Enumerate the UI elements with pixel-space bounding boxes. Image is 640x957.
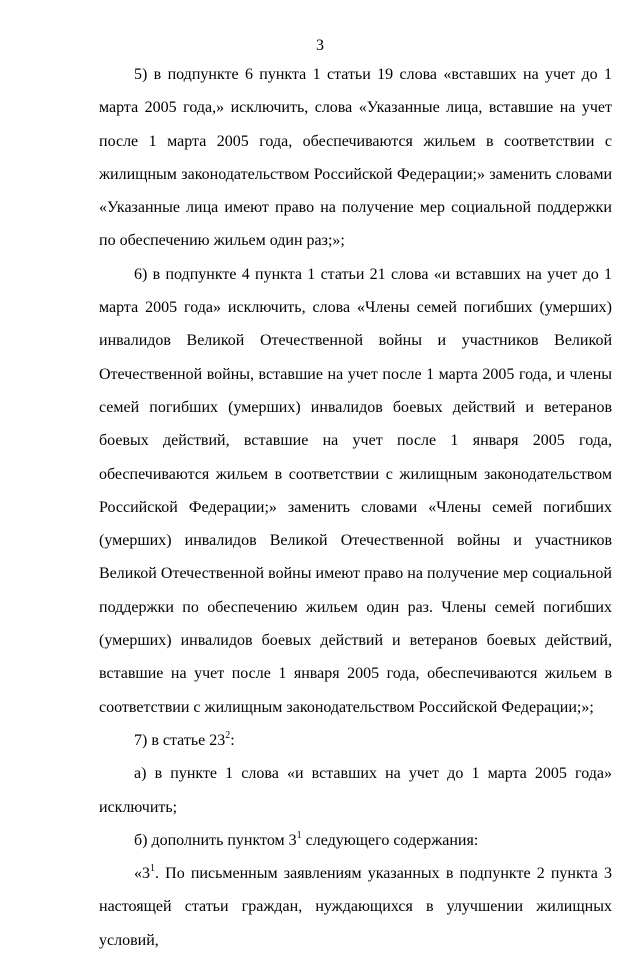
- subparagraph-a: а) в пункте 1 слова «и вставших на учет до 1 марта 2005 года» исключить;: [99, 765, 612, 816]
- superscript: 2: [225, 729, 231, 741]
- document-body: [99, 58, 612, 957]
- quoted-paragraph-3-1: [99, 857, 612, 957]
- subparagraph-b: [99, 824, 612, 857]
- paragraph-text: «3: [134, 865, 150, 883]
- paragraph-item-5: 5) в подпункте 6 пункта 1 статьи 19 слова «вставших на учет до 1 марта 2005 года,» исключить, слова «Указанные лица, вставшие на учет после 1 марта 2005 года, обеспечиваются жильем в соответствии с жилищным законодательством Российской Федерации;» заменить словами «Указанные лица имеют право на получение мер социальной поддержки по обеспечению жильем один раз;»;: [99, 66, 612, 250]
- page-number: 3: [316, 37, 324, 54]
- paragraph-item-7: [99, 724, 612, 757]
- paragraph-text: б) дополнить пунктом 3: [134, 831, 297, 849]
- paragraph-text: :: [230, 731, 235, 749]
- paragraph-text: следующего содержания:: [301, 831, 479, 849]
- paragraph-text: . По письменным заявлениям указанных в подпункте 2 пункта 3 настоящей статьи граждан, нуждающихся в улучшении жилищных условий,: [99, 865, 612, 949]
- paragraph-item-6: 6) в подпункте 4 пункта 1 статьи 21 слова «и вставших на учет до 1 марта 2005 года» исключить, слова «Члены семей погибших (умерших) инвалидов Великой Отечественной войны и участников Великой Отечественной войны, вставшие на учет после 1 марта 2005 года, и члены семей погибших (умерших) инвалидов боевых действий и ветеранов боевых действий, вставшие на учет после 1 января 2005 года, обеспечиваются жильем в соответствии с жилищным законодательством Российской Федерации;» заменить словами «Члены семей погибших (умерших) инвалидов Великой Отечественной войны и участников Великой Отечественной войны имеют право на получение мер социальной поддержки по обеспечению жильем один раз. Члены семей погибших (умерших) инвалидов боевых действий и ветеранов боевых действий, вставшие на учет после 1 января 2005 года, обеспечиваются жильем в соответствии с жилищным законодательством Российской Федерации;»;: [99, 265, 612, 716]
- superscript: 1: [150, 863, 155, 875]
- superscript: 1: [296, 829, 302, 841]
- paragraph-text: 7) в статье 23: [134, 731, 226, 749]
